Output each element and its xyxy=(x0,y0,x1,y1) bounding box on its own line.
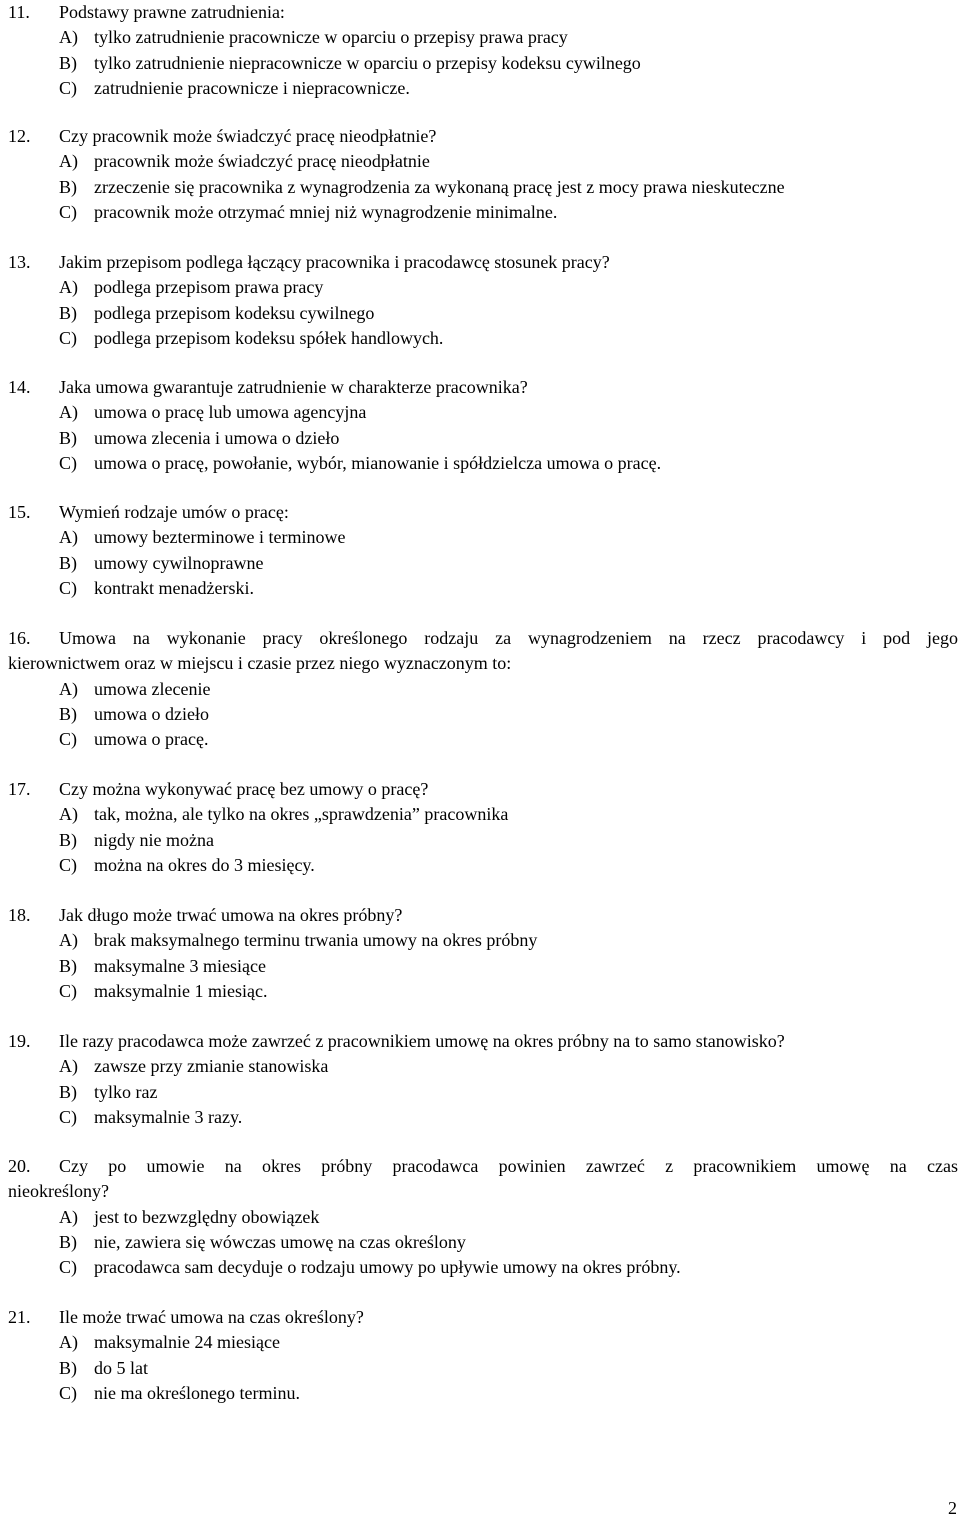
question-12 xyxy=(8,124,960,225)
question-text: nieokreślony? xyxy=(8,1181,109,1202)
option-text: maksymalnie 3 razy. xyxy=(94,1106,243,1127)
question-header xyxy=(8,0,960,25)
option-letter: B) xyxy=(59,52,77,73)
question-17 xyxy=(8,777,960,878)
answer-option xyxy=(8,1255,960,1280)
option-letter: B) xyxy=(59,427,77,448)
question-16 xyxy=(8,626,960,752)
question-number: 17. xyxy=(8,779,31,799)
option-text: tylko raz xyxy=(94,1081,158,1102)
option-text: kontrakt menadżerski. xyxy=(94,577,254,598)
option-letter: B) xyxy=(59,302,77,323)
option-letter: C) xyxy=(59,77,77,98)
option-text: tylko zatrudnienie pracownicze w oparciu o przepisy prawa pracy xyxy=(94,27,568,48)
option-text: nie, zawiera się wówczas umowę na czas określony xyxy=(94,1231,466,1252)
option-text: umowy cywilnoprawne xyxy=(94,552,264,573)
option-text: umowa o pracę lub umowa agencyjna xyxy=(94,402,367,423)
option-letter: C) xyxy=(59,577,77,598)
answer-option xyxy=(8,828,960,853)
question-number: 18. xyxy=(8,905,31,925)
option-letter: C) xyxy=(59,201,77,222)
answer-option xyxy=(8,1356,960,1381)
question-text: Ile może trwać umowa na czas określony? xyxy=(59,1307,364,1327)
option-letter: A) xyxy=(59,1206,78,1227)
option-text: do 5 lat xyxy=(94,1357,148,1378)
question-text: Wymień rodzaje umów o pracę: xyxy=(59,502,289,522)
question-15 xyxy=(8,500,960,601)
option-letter: B) xyxy=(59,829,77,850)
option-letter: A) xyxy=(59,930,78,951)
option-text: maksymalnie 24 miesiące xyxy=(94,1332,280,1353)
question-text: Czy po umowie na okres próbny pracodawca powinien zawrzeć z pracownikiem umowę na czas xyxy=(59,1156,958,1176)
question-number: 19. xyxy=(8,1031,31,1051)
question-13 xyxy=(8,250,960,351)
question-continuation xyxy=(8,1179,960,1204)
option-letter: A) xyxy=(59,402,78,423)
option-letter: A) xyxy=(59,804,78,825)
option-text: umowa zlecenia i umowa o dzieło xyxy=(94,427,340,448)
question-text: Jakim przepisom podlega łączący pracownika i pracodawcę stosunek pracy? xyxy=(59,252,610,272)
answer-option xyxy=(8,25,960,50)
option-text: zatrudnienie pracownicze i niepracownicze. xyxy=(94,77,410,98)
option-letter: C) xyxy=(59,980,77,1001)
option-text: pracodawca sam decyduje o rodzaju umowy po upływie umowy na okres próbny. xyxy=(94,1257,681,1278)
answer-option xyxy=(8,1080,960,1105)
option-text: jest to bezwzględny obowiązek xyxy=(94,1206,320,1227)
option-letter: B) xyxy=(59,1357,77,1378)
option-text: podlega przepisom kodeksu spółek handlowych. xyxy=(94,327,444,348)
question-header xyxy=(8,375,960,400)
option-text: podlega przepisom prawa pracy xyxy=(94,277,324,298)
option-letter: B) xyxy=(59,1081,77,1102)
option-letter: C) xyxy=(59,1382,77,1403)
answer-option xyxy=(8,954,960,979)
question-11 xyxy=(8,0,960,101)
question-header xyxy=(8,250,960,275)
answer-option xyxy=(8,802,960,827)
question-header xyxy=(8,124,960,149)
question-text: Podstawy prawne zatrudnienia: xyxy=(59,2,285,22)
answer-option xyxy=(8,702,960,727)
answer-option xyxy=(8,76,960,101)
answer-option xyxy=(8,301,960,326)
option-letter: A) xyxy=(59,1332,78,1353)
option-letter: A) xyxy=(59,527,78,548)
answer-option xyxy=(8,149,960,174)
question-header xyxy=(8,626,960,651)
option-text: maksymalne 3 miesiące xyxy=(94,955,266,976)
question-number: 13. xyxy=(8,252,31,272)
option-text: umowy bezterminowe i terminowe xyxy=(94,527,346,548)
answer-option xyxy=(8,928,960,953)
question-number: 12. xyxy=(8,126,31,146)
answer-option xyxy=(8,1381,960,1406)
question-number: 11. xyxy=(8,2,30,22)
answer-option xyxy=(8,677,960,702)
option-text: maksymalnie 1 miesiąc. xyxy=(94,980,268,1001)
option-text: brak maksymalnego terminu trwania umowy na okres próbny xyxy=(94,930,538,951)
question-number: 16. xyxy=(8,628,31,648)
answer-option xyxy=(8,426,960,451)
option-text: nie ma określonego terminu. xyxy=(94,1382,300,1403)
option-text: pracownik może otrzymać mniej niż wynagrodzenie minimalne. xyxy=(94,201,558,222)
question-header xyxy=(8,903,960,928)
option-letter: B) xyxy=(59,176,77,197)
option-text: tak, można, ale tylko na okres „sprawdzenia” pracownika xyxy=(94,804,509,825)
option-letter: C) xyxy=(59,1257,77,1278)
question-text: Ile razy pracodawca może zawrzeć z pracownikiem umowę na okres próbny na to samo stanowisko? xyxy=(59,1031,785,1051)
answer-option xyxy=(8,727,960,752)
option-text: podlega przepisom kodeksu cywilnego xyxy=(94,302,375,323)
question-18 xyxy=(8,903,960,1004)
question-text: Jaka umowa gwarantuje zatrudnienie w charakterze pracownika? xyxy=(59,377,528,397)
answer-option xyxy=(8,1330,960,1355)
option-letter: C) xyxy=(59,327,77,348)
answer-option xyxy=(8,451,960,476)
question-continuation xyxy=(8,651,960,676)
option-text: umowa o pracę, powołanie, wybór, mianowanie i spółdzielcza umowa o pracę. xyxy=(94,452,662,473)
question-header xyxy=(8,500,960,525)
question-number: 20. xyxy=(8,1156,31,1176)
question-19 xyxy=(8,1029,960,1130)
option-text: nigdy nie można xyxy=(94,829,214,850)
answer-option xyxy=(8,979,960,1004)
answer-option xyxy=(8,175,960,200)
option-letter: A) xyxy=(59,277,78,298)
answer-option xyxy=(8,1054,960,1079)
question-number: 14. xyxy=(8,377,31,397)
option-text: pracownik może świadczyć pracę nieodpłatnie xyxy=(94,151,430,172)
option-text: zrzeczenie się pracownika z wynagrodzenia za wykonaną pracę jest z mocy prawa nieskuteczne xyxy=(94,176,785,197)
question-number: 15. xyxy=(8,502,31,522)
option-letter: C) xyxy=(59,1106,77,1127)
option-text: umowa o dzieło xyxy=(94,703,209,724)
option-letter: C) xyxy=(59,729,77,750)
answer-option xyxy=(8,200,960,225)
option-letter: C) xyxy=(59,854,77,875)
option-text: tylko zatrudnienie niepracownicze w oparciu o przepisy kodeksu cywilnego xyxy=(94,52,641,73)
question-text: Umowa na wykonanie pracy określonego rodzaju za wynagrodzeniem na rzecz pracodawcy i pod jego xyxy=(59,628,958,648)
option-letter: B) xyxy=(59,552,77,573)
question-text: Czy pracownik może świadczyć pracę nieodpłatnie? xyxy=(59,126,437,146)
answer-option xyxy=(8,853,960,878)
option-text: umowa o pracę. xyxy=(94,729,209,750)
answer-option xyxy=(8,51,960,76)
question-14 xyxy=(8,375,960,476)
question-20 xyxy=(8,1154,960,1280)
option-letter: B) xyxy=(59,1231,77,1252)
option-letter: B) xyxy=(59,703,77,724)
option-letter: B) xyxy=(59,955,77,976)
option-letter: A) xyxy=(59,27,78,48)
question-number: 21. xyxy=(8,1307,31,1327)
question-header xyxy=(8,777,960,802)
option-letter: A) xyxy=(59,1056,78,1077)
question-text: Czy można wykonywać pracę bez umowy o pracę? xyxy=(59,779,429,799)
answer-option xyxy=(8,576,960,601)
question-text: Jak długo może trwać umowa na okres próbny? xyxy=(59,905,403,925)
option-letter: C) xyxy=(59,452,77,473)
question-header xyxy=(8,1029,960,1054)
question-header xyxy=(8,1154,960,1179)
question-21 xyxy=(8,1305,960,1406)
option-letter: A) xyxy=(59,678,78,699)
answer-option xyxy=(8,525,960,550)
answer-option xyxy=(8,400,960,425)
page-number: 2 xyxy=(948,1498,957,1518)
option-text: zawsze przy zmianie stanowiska xyxy=(94,1056,329,1077)
answer-option xyxy=(8,1205,960,1230)
option-text: można na okres do 3 miesięcy. xyxy=(94,854,315,875)
option-letter: A) xyxy=(59,151,78,172)
answer-option xyxy=(8,551,960,576)
question-header xyxy=(8,1305,960,1330)
option-text: umowa zlecenie xyxy=(94,678,211,699)
question-text: kierownictwem oraz w miejscu i czasie przez niego wyznaczonym to: xyxy=(8,653,512,674)
answer-option xyxy=(8,1105,960,1130)
answer-option xyxy=(8,1230,960,1255)
answer-option xyxy=(8,275,960,300)
answer-option xyxy=(8,326,960,351)
